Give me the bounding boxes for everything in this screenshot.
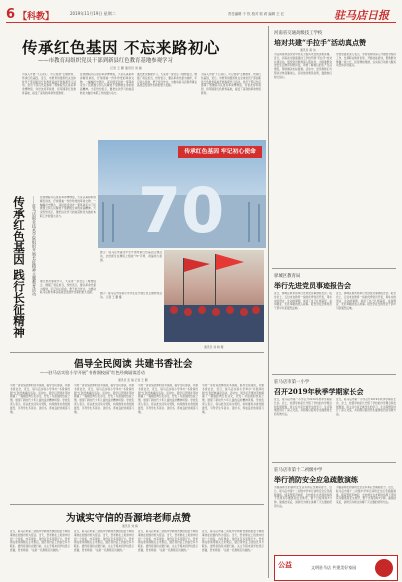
main-body-col-3: 通过此次参观学习，大家进一步坚定了理想信念，增强了责任担当，纷纷表示，要以革命先辈为榜样，牢记初心使命，勇于担当作为，为推动驻马店教育事业高质量发展作出新的更大贡献。 bbox=[137, 73, 197, 88]
second-photo bbox=[164, 250, 264, 342]
editor-line: 责任编辑 于 钦 校对 郭 莉 编辑 王 红 bbox=[228, 12, 285, 16]
second-subheadline: ——驻马店实验小学开展“书香润校园”红色经典诵读活动 bbox=[40, 370, 145, 375]
story3-headline: 召开2019年秋季学期家长会 bbox=[274, 387, 364, 396]
third-body-col-2: 近日，驻马店市第二初级中学教师吾源培拾金不昧的事迹在校园内传为佳话。当天，吾老师在上班途中捡到一个钱包，内有现金、身份证及多张银行卡。吾老师在原地等候失主未果后，通过身份证上的信息多方联系，最终将钱包完璧归赵。失主专程来到学校表示感谢，吾老师说：“这是一名教师应该做的。” bbox=[74, 530, 134, 552]
section-label: 【科教】 bbox=[18, 12, 55, 22]
story2-kicker: 驿城区教育局 bbox=[274, 274, 301, 279]
photo-banner: 传承红色基因 牢记初心使命 bbox=[178, 146, 262, 158]
story1-kicker: 河南省交通高级技工学校 bbox=[274, 31, 323, 36]
main-body-col-1: 为深入开展“不忘初心、牢记使命”主题教育，传承红色基因，近日，市教育局组织机关全体党员干部到新县红色教育基地开展参观学习活动。党员干部们先后参观了鄂豫皖苏区首府革命博物馆、许世友将军故居、将军园等红色教育基地，接受了深刻的革命传统教育。 bbox=[22, 73, 76, 95]
paper-name: 驻马店日报 bbox=[334, 9, 389, 22]
story3-body-col-2: 近日，驻马店市第一小学召开2019年秋季学期家长会。会上，校领导向家长介绍了学校的办学理念和发展规划，班主任与家长就学生的学习、生活等情况进行了深入交流，共同探讨促进学生健康成长的有效方法。 bbox=[336, 398, 396, 417]
flags-graphic bbox=[164, 250, 264, 342]
story1-body-col-1: 为认真贯彻落实党中央关于脱贫攻坚的决策部署，近日，河南省交通高级技工学校开展“手拉手”结对共建活动，组织党员教师深入帮扶村，为困难群众送去生活物资和慰问金，详细了解他们的生产生活情况，帮助解决实际困难。活动中，党员教师们与帮扶对象促膝谈心，宣讲党的惠民政策，鼓励他们树立信心。 bbox=[274, 53, 332, 79]
story1-headline: 培对共建“手拉手”活动真点赞 bbox=[274, 38, 367, 47]
story2-body-col-1: 近日，驿城区教育局举行先进党员事迹报告会。报告会上，五位来自教育一线的优秀党员代表，用朴实的语言、生动的事例，讲述了自己扎根基层、爱岗敬业、无私奉献的感人故事。报告会在全体党员干部中引起强烈反响。 bbox=[274, 292, 332, 311]
masthead bbox=[0, 0, 402, 28]
photo-credit: 通讯员 刘 晓 摄 bbox=[204, 345, 224, 349]
photo-caption-1: 图①：驻马店市第四中学开展传承红色基因主题活动，全校师生在操场上组成“70”字样，祝福伟大祖国。 bbox=[100, 251, 162, 262]
story4-body-col-1: 为提高师生的消防安全意识和应急避险能力，近日，驻马店市第十二初级中学举行消防安全应急疏散演练。随着警报声响起，全校师生在老师的指挥下迅速有序撤离到安全地带，整个过程用时3分钟。演练结束后，消防员为师生讲解了灭火器的使用方法。 bbox=[274, 486, 332, 508]
story3-kicker: 驻马店市第一小学 bbox=[274, 380, 310, 385]
story1-body-col-2: 学校党委负责人表示，学校将持续深入开展结对帮扶工作，发挥职业教育优势，开展技能培训，帮助群众掌握一技之长，拓宽增收渠道，以实际行动助力脱贫攻坚和乡村振兴。 bbox=[336, 53, 396, 68]
date-line: 2019年11月19日 星期二 bbox=[70, 11, 116, 16]
third-body-col-4: 近日，驻马店市第二初级中学教师吾源培拾金不昧的事迹在校园内传为佳话。当天，吾老师在上班途中捡到一个钱包，内有现金、身份证及多张银行卡。吾老师在原地等候失主未果后，通过身份证上的信息多方联系，最终将钱包完璧归赵。失主专程来到学校表示感谢，吾老师说：“这是一名教师应该做的。” bbox=[202, 530, 264, 552]
story3-body-col-1: 近日，驻马店市第一小学召开2019年秋季学期家长会。会上，校领导向家长介绍了学校的办学理念和发展规划，班主任与家长就学生的学习、生活等情况进行了深入交流，共同探讨促进学生健康成长的有效方法。 bbox=[274, 398, 332, 417]
divider-r1 bbox=[272, 268, 396, 269]
photo-caption-2: 图②：驻马店市实验小学学生在开展红色主题教育活动。 记者 王 鹏 摄 bbox=[100, 292, 162, 299]
page-number: 6 bbox=[6, 7, 16, 22]
main-byline: 记者 王 鹏 通讯员 刘 瑞 bbox=[110, 66, 142, 70]
second-body-col-4: 为进一步营造浓厚的读书氛围，倡导全民阅读，共建书香社会，近日，驻马店实验小学举办“书香润校园”红色经典诵读活动。活动中，同学们声情并茂地朗诵了一篇篇经典红色诗文，抒发了对祖国的热爱之情，展现了新时代少年儿童的良好精神风貌。学校负责人表示，将以此次活动为契机，持续推进书香校园建设，引导学生多读书、读好书，养成良好的阅读习惯。 bbox=[202, 384, 264, 414]
story4-headline: 举行消防安全应急疏散演练 bbox=[274, 475, 358, 484]
left-narrow-body: 在鄂豫皖苏区首府革命博物馆，大家认真聆听讲解员讲述，仔细观看一件件珍贵的革命文物、一幅幅历史图片，深切感受到老一辈革命家为了民族独立和人民解放不惜牺牲生命的崇高精神。大家纷纷表示，要把这次学习的收获转化为做好本职工作的强大动力。 bbox=[40, 196, 96, 218]
divider-r3 bbox=[272, 462, 396, 463]
right-column-rule bbox=[268, 26, 269, 578]
ad-emblem-icon bbox=[375, 559, 393, 577]
third-headline: 为诚实守信的吾源培老师点赞 bbox=[66, 513, 191, 524]
story2-body-col-2: 近日，驿城区教育局举行先进党员事迹报告会。报告会上，五位来自教育一线的优秀党员代表，用朴实的语言、生动的事例，讲述了自己扎根基层、爱岗敬业、无私奉献的感人故事。报告会在全体党员干部中引起强烈反响。 bbox=[336, 292, 396, 311]
vertical-subtitle: ——驻马店职业技术学院组织开展长征精神主题教育活动 bbox=[32, 196, 37, 296]
story2-headline: 举行先进党员事迹报告会 bbox=[274, 281, 351, 290]
second-byline: 通讯员 张 瑞 记者 王 鹏 bbox=[118, 378, 148, 382]
public-service-ad bbox=[274, 555, 398, 581]
left-lower-body: 通过此次参观学习，大家进一步坚定了理想信念，增强了责任担当，纷纷表示，要以革命先辈为榜样，牢记初心使命，勇于担当作为，为推动驻马店教育事业高质量发展作出新的更大贡献。 bbox=[40, 280, 96, 295]
third-byline: 通讯员 刘 梅 bbox=[122, 524, 138, 528]
vertical-title: 传承红色基因 践行长征精神 bbox=[12, 196, 26, 339]
second-body-col-1: 为进一步营造浓厚的读书氛围，倡导全民阅读，共建书香社会，近日，驻马店实验小学举办“书香润校园”红色经典诵读活动。活动中，同学们声情并茂地朗诵了一篇篇经典红色诗文，抒发了对祖国的热爱之情，展现了新时代少年儿童的良好精神风貌。学校负责人表示，将以此次活动为契机，持续推进书香校园建设，引导学生多读书、读好书，养成良好的阅读习惯。 bbox=[10, 384, 70, 414]
divider-r2 bbox=[272, 374, 396, 375]
story4-body-col-2: 为提高师生的消防安全意识和应急避险能力，近日，驻马店市第十二初级中学举行消防安全应急疏散演练。随着警报声响起，全校师生在老师的指挥下迅速有序撤离到安全地带，整个过程用时3分钟。演练结束后，消防员为师生讲解了灭火器的使用方法。 bbox=[336, 486, 396, 505]
third-body-col-3: 近日，驻马店市第二初级中学教师吾源培拾金不昧的事迹在校园内传为佳话。当天，吾老师在上班途中捡到一个钱包，内有现金、身份证及多张银行卡。吾老师在原地等候失主未果后，通过身份证上的信息多方联系，最终将钱包完璧归赵。失主专程来到学校表示感谢，吾老师说：“这是一名教师应该做的。” bbox=[138, 530, 198, 552]
masthead-rule bbox=[6, 22, 396, 23]
second-headline: 倡导全民阅读 共建书香社会 bbox=[74, 359, 193, 370]
ad-text: 文明驻马店 共建美好家园 bbox=[311, 565, 357, 570]
main-subheadline: ——市教育局组织党员干部到新县红色教育基地参观学习 bbox=[38, 58, 173, 64]
divider-1 bbox=[10, 352, 264, 353]
story1-byline: 通讯员 黄 伟 bbox=[300, 48, 316, 52]
main-body-col-2: 在鄂豫皖苏区首府革命博物馆，大家认真聆听讲解员讲述，仔细观看一件件珍贵的革命文物、一幅幅历史图片，深切感受到老一辈革命家为了民族独立和人民解放不惜牺牲生命的崇高精神。大家纷纷表示，要把这次学习的收获转化为做好本职工作的强大动力。 bbox=[80, 73, 134, 95]
divider-2 bbox=[10, 504, 264, 505]
ad-title: 公益 bbox=[278, 560, 292, 569]
second-body-col-3: 为进一步营造浓厚的读书氛围，倡导全民阅读，共建书香社会，近日，驻马店实验小学举办“书香润校园”红色经典诵读活动。活动中，同学们声情并茂地朗诵了一篇篇经典红色诗文，抒发了对祖国的热爱之情，展现了新时代少年儿童的良好精神风貌。学校负责人表示，将以此次活动为契机，持续推进书香校园建设，引导学生多读书、读好书，养成良好的阅读习惯。 bbox=[138, 384, 198, 414]
second-body-col-2: 为进一步营造浓厚的读书氛围，倡导全民阅读，共建书香社会，近日，驻马店实验小学举办“书香润校园”红色经典诵读活动。活动中，同学们声情并茂地朗诵了一篇篇经典红色诗文，抒发了对祖国的热爱之情，展现了新时代少年儿童的良好精神风貌。学校负责人表示，将以此次活动为契机，持续推进书香校园建设，引导学生多读书、读好书，养成良好的阅读习惯。 bbox=[74, 384, 134, 414]
svg-text:70: 70 bbox=[138, 174, 225, 247]
main-body-col-4: 为深入开展“不忘初心、牢记使命”主题教育，传承红色基因，近日，市教育局组织机关全体党员干部到新县红色教育基地开展参观学习活动。党员干部们先后参观了鄂豫皖苏区首府革命博物馆、许世友将军故居、将军园等红色教育基地，接受了深刻的革命传统教育。 bbox=[201, 73, 261, 95]
story4-kicker: 驻马店市第十二初级中学 bbox=[274, 468, 323, 473]
main-headline: 传承红色基因 不忘来路初心 bbox=[22, 38, 220, 57]
third-body-col-1: 近日，驻马店市第二初级中学教师吾源培拾金不昧的事迹在校园内传为佳话。当天，吾老师在上班途中捡到一个钱包，内有现金、身份证及多张银行卡。吾老师在原地等候失主未果后，通过身份证上的信息多方联系，最终将钱包完璧归赵。失主专程来到学校表示感谢，吾老师说：“这是一名教师应该做的。” bbox=[10, 530, 70, 552]
